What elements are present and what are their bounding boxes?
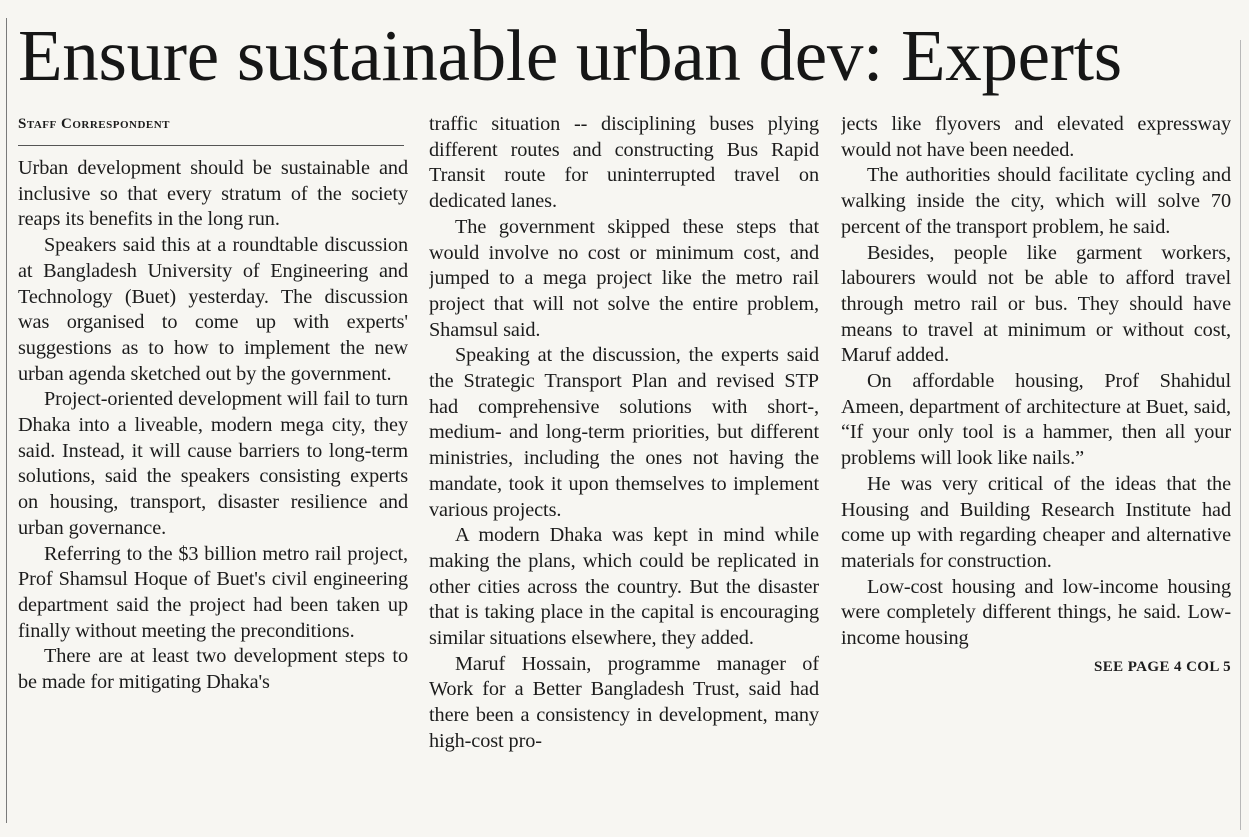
byline-rule [18, 145, 404, 146]
paragraph: A modern Dhaka was kept in mind while making the plans, which could be replicated in other cities across the country. But the disaster that is taking place in the capital is encouraging similar situations elsewhere, they added. [429, 524, 819, 650]
paragraph: Speaking at the discussion, the experts said the Strategic Transport Plan and revised STP had comprehensive solutions with short-, medium- and long-term priorities, but different ministries, including the ones not having the mandate, took it upon themselves to implement various projects. [429, 344, 819, 521]
paragraph: Low-cost housing and low-income housing were completely different things, he said. Low-income housing [841, 575, 1231, 650]
paragraph: There are at least two development steps to be made for mitigating Dhaka's [18, 645, 408, 694]
paragraph: Urban development should be sustainable and inclusive so that every stratum of the society reaps its benefits in the long run. [18, 157, 408, 231]
paragraph: Besides, people like garment workers, labourers would not be able to afford travel through metro rail or bus. They should have means to travel at minimum or without cost, Maruf added. [841, 241, 1231, 367]
article-column-1 [18, 110, 408, 828]
paragraph: Maruf Hossain, programme manager of Work for a Better Bangladesh Trust, said had there been a consistency in development, many high-cost pro- [429, 652, 819, 752]
paragraph: Referring to the $3 billion metro rail project, Prof Shamsul Hoque of Buet's civil engineering department said the project had been taken up finally without meeting the preconditions. [18, 542, 408, 642]
paragraph: The authorities should facilitate cycling and walking inside the city, which will solve 70 percent of the transport problem, he said. [841, 164, 1231, 238]
paragraph: He was very critical of the ideas that the Housing and Building Research Institute had come up with regarding cheaper and alternative materials for construction. [841, 472, 1231, 572]
right-page-rule [1240, 40, 1241, 830]
continuation-jump-line: SEE PAGE 4 COL 5 [1094, 658, 1231, 675]
paragraph: jects like flyovers and elevated expressway would not have been needed. [841, 113, 1231, 161]
article-column-2 [429, 112, 819, 830]
paragraph: traffic situation -- disciplining buses plying different routes and constructing Bus Rapid Transit route for uninterrupted travel on dedicated lanes. [429, 113, 819, 213]
headline: Ensure sustainable urban dev: Experts [18, 15, 1122, 96]
left-column-rule [6, 18, 7, 823]
paragraph: Speakers said this at a roundtable discussion at Bangladesh University of Engineering and Technology (Buet) yesterday. The discussion was organised to come up with experts' suggestions as to how to implement the new urban agenda sketched out by the government. [18, 234, 408, 385]
byline: Staff Correspondent [18, 116, 171, 132]
paragraph: The government skipped these steps that would involve no cost or minimum cost, and jumped to a mega project like the metro rail project that will not solve the entire problem, Shamsul said. [429, 215, 819, 341]
paragraph: Project-oriented development will fail to turn Dhaka into a liveable, modern mega city, they said. Instead, it will cause barriers to long-term solutions, said the speakers consisting experts on housing, transport, disaster resilience and urban governance. [18, 388, 408, 539]
article-column-3 [841, 112, 1231, 830]
paragraph: On affordable housing, Prof Shahidul Ameen, department of architecture at Buet, said, “If your only tool is a hammer, then all your problems will look like nails.” [841, 370, 1231, 470]
